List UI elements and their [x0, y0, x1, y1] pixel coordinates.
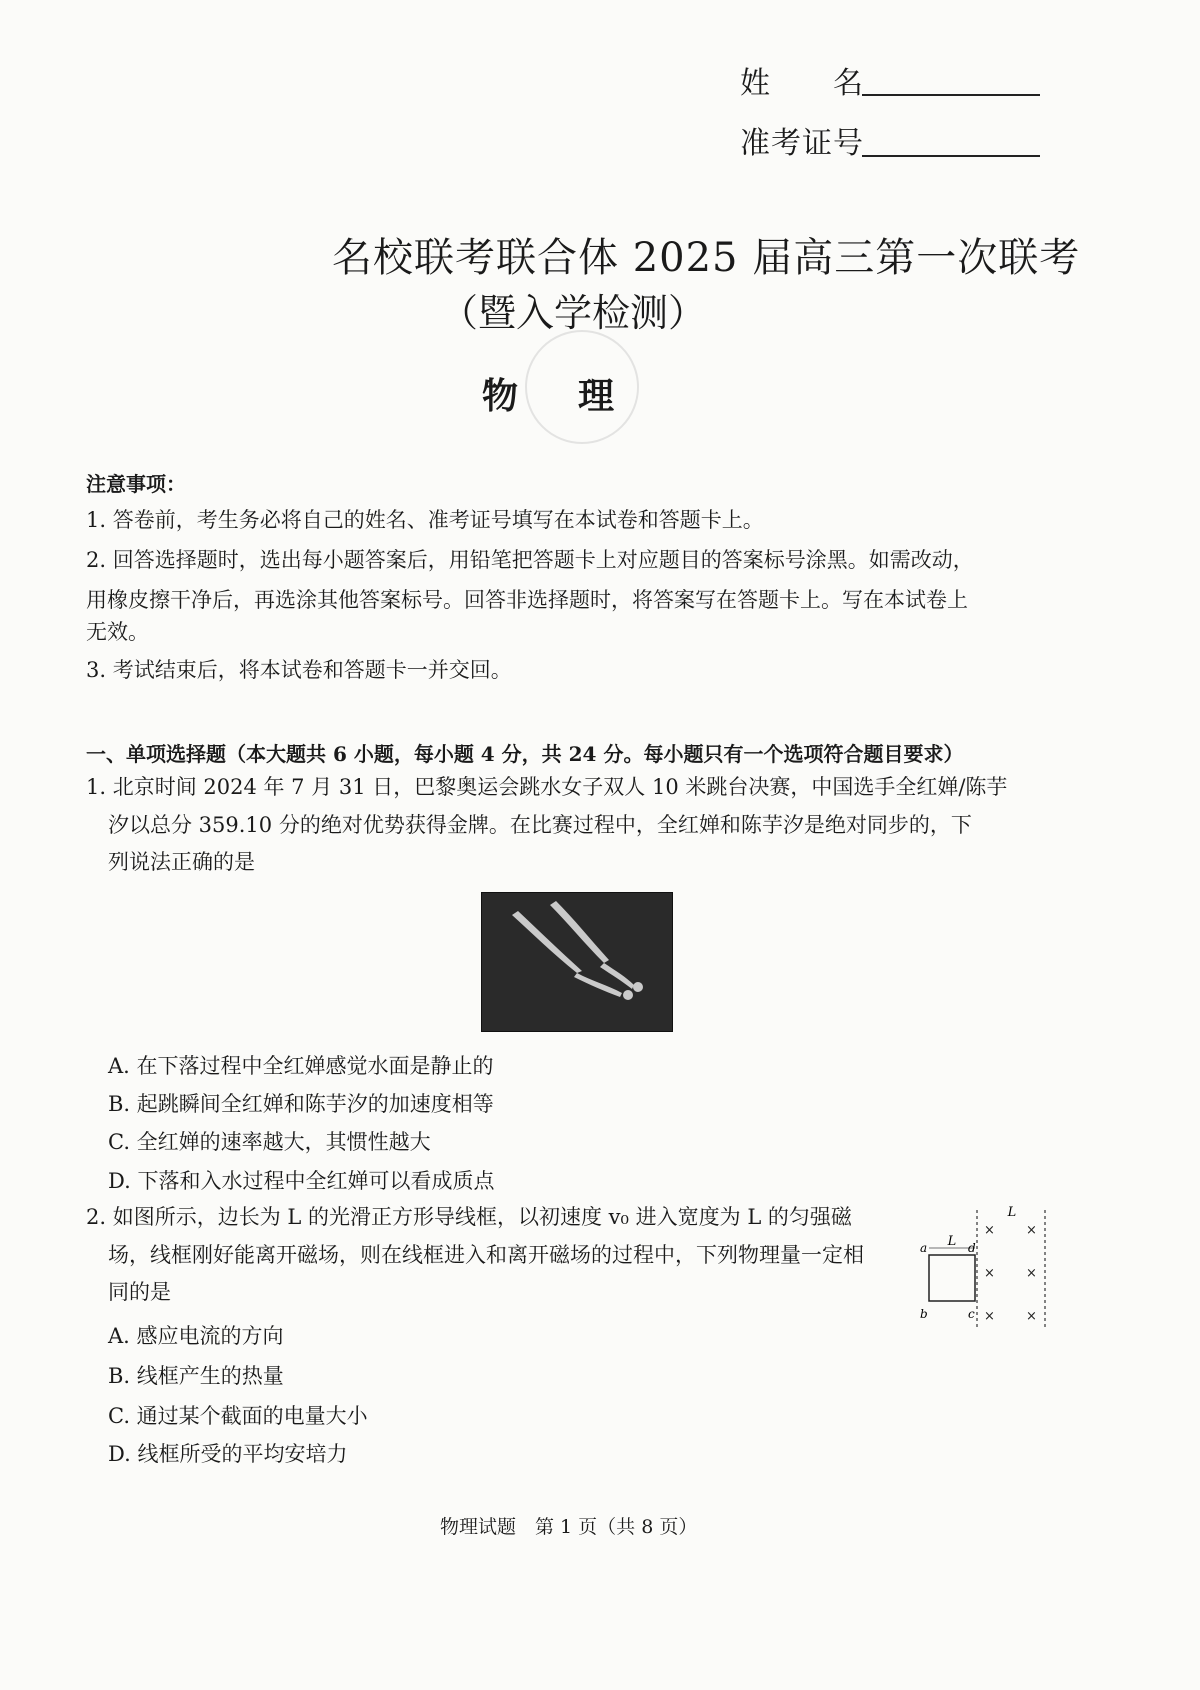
q1-stem-line: 1. 北京时间 2024 年 7 月 31 日，巴黎奥运会跳水女子双人 10 米跳台决赛，中国选手全红婵/陈芋	[86, 775, 1008, 799]
field-cross: ×	[1026, 1223, 1037, 1238]
q2-option-b: B. 线框产生的热量	[108, 1364, 284, 1388]
q1-stem-line: 汐以总分 359.10 分的绝对优势获得金牌。在比赛过程中，全红婵和陈芋汐是绝对同步的，下	[108, 813, 972, 837]
q1-stem-line: 列说法正确的是	[108, 850, 255, 874]
diving-photo	[481, 892, 673, 1032]
corner-d: d	[968, 1241, 976, 1255]
notice-line: 3. 考试结束后，将本试卷和答题卡一并交回。	[86, 658, 512, 682]
q1-option-b: B. 起跳瞬间全红婵和陈芋汐的加速度相等	[108, 1092, 494, 1116]
q1-option-a: A. 在下落过程中全红婵感觉水面是静止的	[108, 1054, 494, 1078]
notice-line: 1. 答卷前，考生务必将自己的姓名、准考证号填写在本试卷和答题卡上。	[86, 508, 764, 532]
section-heading: 一、单项选择题（本大题共 6 小题，每小题 4 分，共 24 分。每小题只有一个选项符合题目要求）	[86, 742, 964, 766]
magnetic-field-diagram	[912, 1200, 1062, 1340]
notice-line: 用橡皮擦干净后，再选涂其他答案标号。回答非选择题时，将答案写在答题卡上。写在本试卷上	[86, 588, 968, 612]
exam-id-label: 准考证号	[740, 126, 864, 161]
q2-option-d: D. 线框所受的平均安培力	[108, 1442, 348, 1466]
label-l-square: L	[947, 1234, 957, 1249]
q2-stem-line: 场，线框刚好能离开磁场，则在线框进入和离开磁场的过程中，下列物理量一定相	[108, 1243, 864, 1267]
field-cross: ×	[984, 1309, 995, 1324]
field-cross: ×	[984, 1266, 995, 1281]
q2-figure	[912, 1200, 1062, 1340]
exam-title: 名校联考联合体 2025 届高三第一次联考	[332, 235, 1081, 281]
q1-option-d: D. 下落和入水过程中全红婵可以看成质点	[108, 1169, 495, 1193]
field-cross: ×	[1026, 1266, 1037, 1281]
q2-stem-line: 2. 如图所示，边长为 L 的光滑正方形导线框，以初速度 v₀ 进入宽度为 L 的匀强磁	[86, 1205, 852, 1229]
q2-stem-line: 同的是	[108, 1280, 171, 1304]
field-cross: ×	[1026, 1309, 1037, 1324]
exam-subtitle: （暨入学检测）	[440, 291, 707, 335]
label-l-field: L	[1007, 1205, 1017, 1220]
name-label: 姓 名	[740, 66, 864, 101]
corner-a: a	[920, 1241, 928, 1255]
subject-title: 物理	[482, 375, 675, 417]
divers-illustration	[482, 893, 672, 1031]
corner-c: c	[968, 1307, 975, 1321]
notice-heading: 注意事项：	[86, 472, 186, 496]
q2-option-c: C. 通过某个截面的电量大小	[108, 1404, 368, 1428]
page-footer: 物理试题 第 1 页（共 8 页）	[440, 1516, 698, 1538]
field-cross: ×	[984, 1223, 995, 1238]
q1-option-c: C. 全红婵的速率越大，其惯性越大	[108, 1130, 431, 1154]
q2-option-a: A. 感应电流的方向	[108, 1324, 284, 1348]
notice-line: 2. 回答选择题时，选出每小题答案后，用铅笔把答题卡上对应题目的答案标号涂黑。如需改动，	[86, 548, 974, 572]
notice-line: 无效。	[86, 620, 149, 644]
name-field[interactable]	[862, 94, 1040, 96]
exam-id-field[interactable]	[862, 155, 1040, 157]
corner-b: b	[920, 1307, 928, 1321]
